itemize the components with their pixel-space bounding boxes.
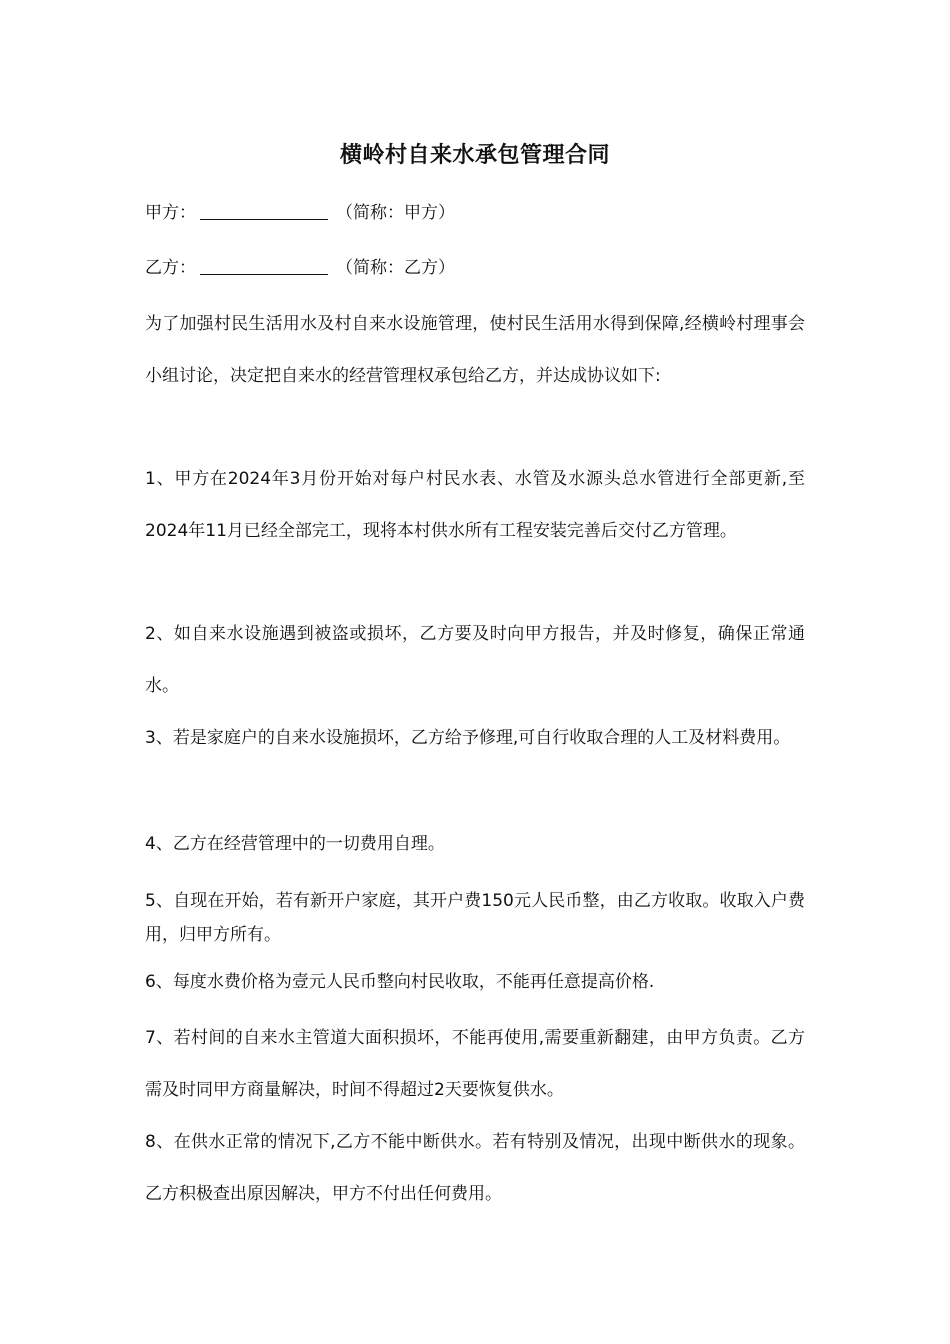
document-title: 横岭村自来水承包管理合同 bbox=[339, 143, 610, 168]
clause-4: 4、乙方在经营管理中的一切费用自理。 bbox=[145, 834, 445, 854]
party-b-blank-field bbox=[200, 258, 328, 275]
party-a-note: （简称：甲方） bbox=[336, 203, 455, 223]
clause-7: 7、若村间的自来水主管道大面积损坏，不能再使用,需要重新翻建，由甲方负责。乙方需及时同甲方商量解决，时间不得超过2天要恢复供水。 bbox=[145, 1028, 805, 1100]
preamble-paragraph: 为了加强村民生活用水及村自来水设施管理，使村民生活用水得到保障,经横岭村理事会小组讨论，决定把自来水的经营管理权承包给乙方，并达成协议如下: bbox=[145, 314, 805, 386]
party-a-blank-field bbox=[200, 203, 328, 220]
clause-2: 2、如自来水设施遇到被盗或损坏，乙方要及时向甲方报告，并及时修复，确保正常通水。 bbox=[145, 624, 805, 696]
clause-8: 8、在供水正常的情况下,乙方不能中断供水。若有特别及情况，出现中断供水的现象。乙方积极查出原因解决，甲方不付出任何费用。 bbox=[145, 1132, 805, 1204]
party-a-label: 甲方： bbox=[145, 203, 196, 223]
party-a-line bbox=[145, 200, 805, 226]
party-b-note: （简称：乙方） bbox=[336, 258, 455, 278]
clause-1: 1、甲方在2024年3月份开始对每户村民水表、水管及水源头总水管进行全部更新,至2024年11月已经全部完工，现将本村供水所有工程安装完善后交付乙方管理。 bbox=[145, 469, 805, 541]
clause-6: 6、每度水费价格为壹元人民币整向村民收取，不能再任意提高价格. bbox=[145, 972, 655, 992]
clause-3: 3、若是家庭户的自来水设施损坏，乙方给予修理,可自行收取合理的人工及材料费用。 bbox=[145, 728, 791, 748]
party-b-line bbox=[145, 255, 805, 281]
party-b-label: 乙方： bbox=[145, 258, 196, 278]
clause-5: 5、自现在开始，若有新开户家庭，其开户费150元人民币整，由乙方收取。收取入户费用，归甲方所有。 bbox=[145, 891, 805, 945]
